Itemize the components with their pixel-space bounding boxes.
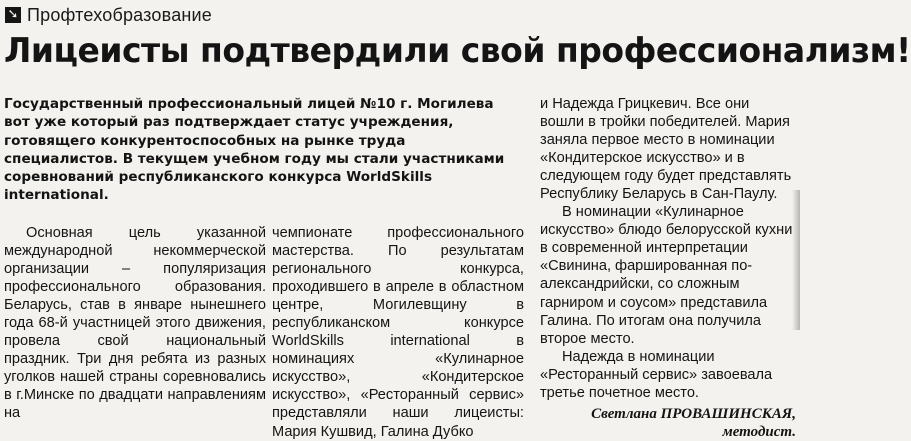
- article-column-middle: [272, 224, 524, 441]
- author-signature: [540, 405, 796, 441]
- rubric-title: Профтехобразование: [27, 4, 213, 25]
- paragraph: Основная цель указанной международной некоммерческой организации – популяризация профессионального образования. Беларусь, став в январе нынешнего года 68-й участницей этого движения, провела свой национальный праздник. Три дня ребята из разных уголков нашей страны соревновались в г.Минске по двадцати направлениям на: [4, 225, 266, 422]
- article-headline: Лицеисты подтвердили свой профессионализм!: [4, 31, 911, 71]
- article-column-left: [4, 224, 266, 423]
- article-column-right: [540, 95, 796, 441]
- page-fold-shadow: [792, 190, 800, 330]
- section-rubric: [5, 4, 212, 26]
- arrow-icon: ➘: [5, 7, 21, 23]
- paragraph: чемпионате профессионального мастерства. По результатам регионального конкурса, проходившего в апреле в областном центре, Могилевщину в республиканском конкурсе WorldSkills international в номинациях «Кулинарное искусство», «Кондитерское искусство», «Ресторанный сервис» представляли наши лицеисты: Мария Кушвид, Галина Дубко: [272, 225, 524, 440]
- paragraph: В номинации «Кулинарное искусство» блюдо белорусской кухни в современной интерпретации «Свинина, фаршированная по-александрийски, со сложным гарниром и соусом» представила Галина. По итогам она получила второе место.: [540, 204, 793, 347]
- article-lead: Государственный профессиональный лицей №10 г. Могилева вот уже который раз подтверждает статус учреждения, готовящего конкурентоспособных на рынке труда специалистов. В текущем учебном году мы стали участниками соревнований республиканского конкурса WorldSkills international.: [4, 96, 505, 204]
- author-name: Светлана ПРОВАШИНСКАЯ,: [591, 405, 796, 422]
- paragraph: Надежда в номинации «Ресторанный сервис» завоевала третье почетное место.: [540, 348, 773, 401]
- author-role: методист.: [722, 423, 796, 440]
- paragraph: и Надежда Грицкевич. Все они вошли в тройки победителей. Мария заняла первое место в номинации «Кондитерское искусство» и в следующем году будет представлять Республику Беларусь в Сан-Паулу.: [540, 96, 792, 203]
